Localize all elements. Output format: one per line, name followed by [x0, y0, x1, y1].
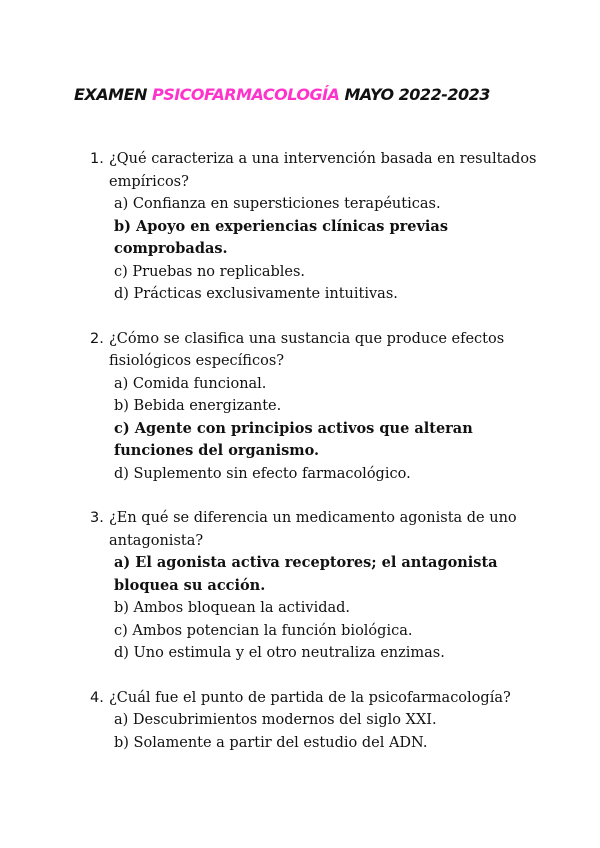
- question-4: [0, 687, 600, 755]
- question-list: [0, 148, 600, 776]
- option-a: a) Descubrimientos modernos del siglo XXI.: [114, 712, 437, 728]
- exam-title: [74, 85, 490, 104]
- question-text: ¿En qué se diferencia un medicamento agonista de uno antagonista?: [109, 510, 517, 549]
- question-text: ¿Cuál fue el punto de partida de la psicofarmacología?: [109, 689, 511, 706]
- option-b-correct: b) Apoyo en experiencias clínicas previas comprobadas.: [114, 217, 448, 257]
- option-b: b) Ambos bloquean la actividad.: [114, 600, 351, 616]
- question-3: [0, 507, 600, 665]
- question-number: 3.: [90, 510, 104, 526]
- question-2: [0, 328, 600, 486]
- option-c: c) Pruebas no replicables.: [114, 263, 306, 280]
- option-d: d) Uno estimula y el otro neutraliza enzimas.: [114, 645, 445, 661]
- title-part-date: MAYO 2022-2023: [339, 85, 490, 104]
- title-part-subject: PSICOFARMACOLOGÍA: [151, 85, 340, 104]
- option-c-correct: c) Agente con principios activos que alteran funciones del organismo.: [114, 419, 473, 459]
- option-c: c) Ambos potencian la función biológica.: [114, 622, 413, 639]
- question-text: ¿Qué caracteriza a una intervención basada en resultados empíricos?: [109, 151, 537, 190]
- question-number: 1.: [90, 151, 104, 167]
- question-1: [0, 148, 600, 306]
- question-number: 2.: [90, 330, 104, 347]
- option-b: b) Solamente a partir del estudio del ADN.: [114, 734, 428, 751]
- option-d: d) Suplemento sin efecto farmacológico.: [114, 465, 411, 482]
- option-a: a) Comida funcional.: [114, 375, 267, 392]
- option-d: d) Prácticas exclusivamente intuitivas.: [114, 286, 398, 302]
- option-a: a) Confianza en supersticiones terapéuticas.: [114, 196, 441, 212]
- option-a-correct: a) El agonista activa receptores; el antagonista bloquea su acción.: [114, 554, 498, 594]
- question-text: ¿Cómo se clasifica una sustancia que produce efectos fisiológicos específicos?: [109, 330, 505, 369]
- question-number: 4.: [90, 689, 104, 706]
- title-part-examen: EXAMEN: [74, 85, 152, 104]
- option-b: b) Bebida energizante.: [114, 398, 282, 414]
